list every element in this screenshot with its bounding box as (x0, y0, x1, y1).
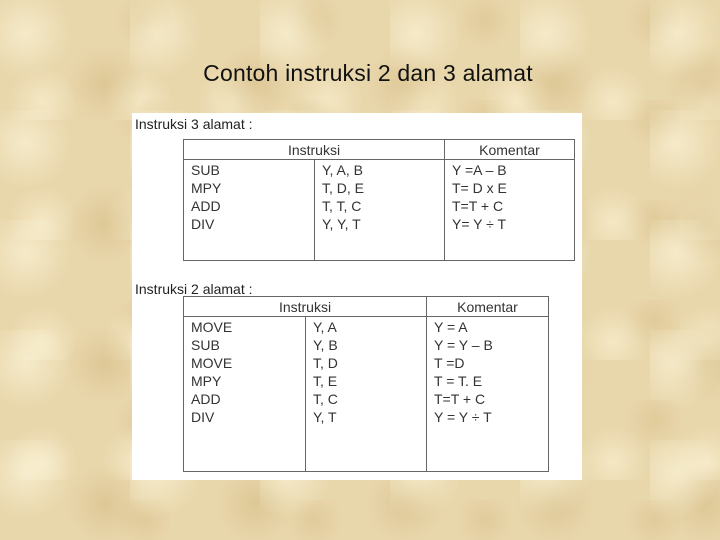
three-address-instruction-header: Instruksi (184, 140, 445, 160)
comment-cell: Y = Y – B (434, 337, 493, 353)
args-cell: T, D (313, 355, 338, 371)
op-cell: MOVE (191, 319, 233, 335)
two-address-table (183, 296, 549, 472)
two-address-op-column (184, 317, 306, 472)
comment-cell: Y = Y ÷ T (434, 409, 492, 425)
comment-cell: Y = A (434, 319, 468, 335)
three-address-comment-header: Komentar (445, 140, 575, 160)
three-address-op-column (184, 160, 315, 261)
two-address-args-column (306, 317, 427, 472)
comment-cell: T=T + C (452, 198, 504, 214)
comment-cell: T = T. E (434, 373, 483, 389)
three-address-table (183, 139, 575, 261)
op-cell: DIV (191, 409, 215, 425)
three-address-args-column (315, 160, 445, 261)
args-cell: Y, B (313, 337, 338, 353)
op-cell: MPY (191, 180, 222, 196)
instruction-figure (132, 113, 582, 480)
comment-cell: T=T + C (434, 391, 486, 407)
op-cell: DIV (191, 216, 215, 232)
args-cell: Y, Y, T (322, 216, 361, 232)
op-cell: SUB (191, 162, 220, 178)
args-cell: T, T, C (322, 198, 362, 214)
op-cell: MOVE (191, 355, 233, 371)
args-cell: T, E (313, 373, 338, 389)
args-cell: Y, T (313, 409, 337, 425)
three-address-header-row (184, 140, 575, 160)
args-cell: Y, A (313, 319, 337, 335)
comment-cell: T= D x E (452, 180, 507, 196)
comment-cell: Y= Y ÷ T (452, 216, 506, 232)
args-cell: T, C (313, 391, 338, 407)
three-address-label: Instruksi 3 alamat : (135, 116, 253, 132)
op-cell: ADD (191, 198, 221, 214)
two-address-comment-header: Komentar (427, 297, 549, 317)
two-address-instruction-header: Instruksi (184, 297, 427, 317)
args-cell: T, D, E (322, 180, 365, 196)
args-cell: Y, A, B (322, 162, 363, 178)
two-address-comment-column (427, 317, 549, 472)
three-address-comment-column (445, 160, 575, 261)
op-cell: ADD (191, 391, 221, 407)
two-address-label: Instruksi 2 alamat : (135, 281, 253, 297)
two-address-header-row (184, 297, 549, 317)
op-cell: SUB (191, 337, 220, 353)
comment-cell: T =D (434, 355, 465, 371)
slide-title: Contoh instruksi 2 dan 3 alamat (203, 60, 533, 86)
op-cell: MPY (191, 373, 222, 389)
comment-cell: Y =A – B (452, 162, 507, 178)
